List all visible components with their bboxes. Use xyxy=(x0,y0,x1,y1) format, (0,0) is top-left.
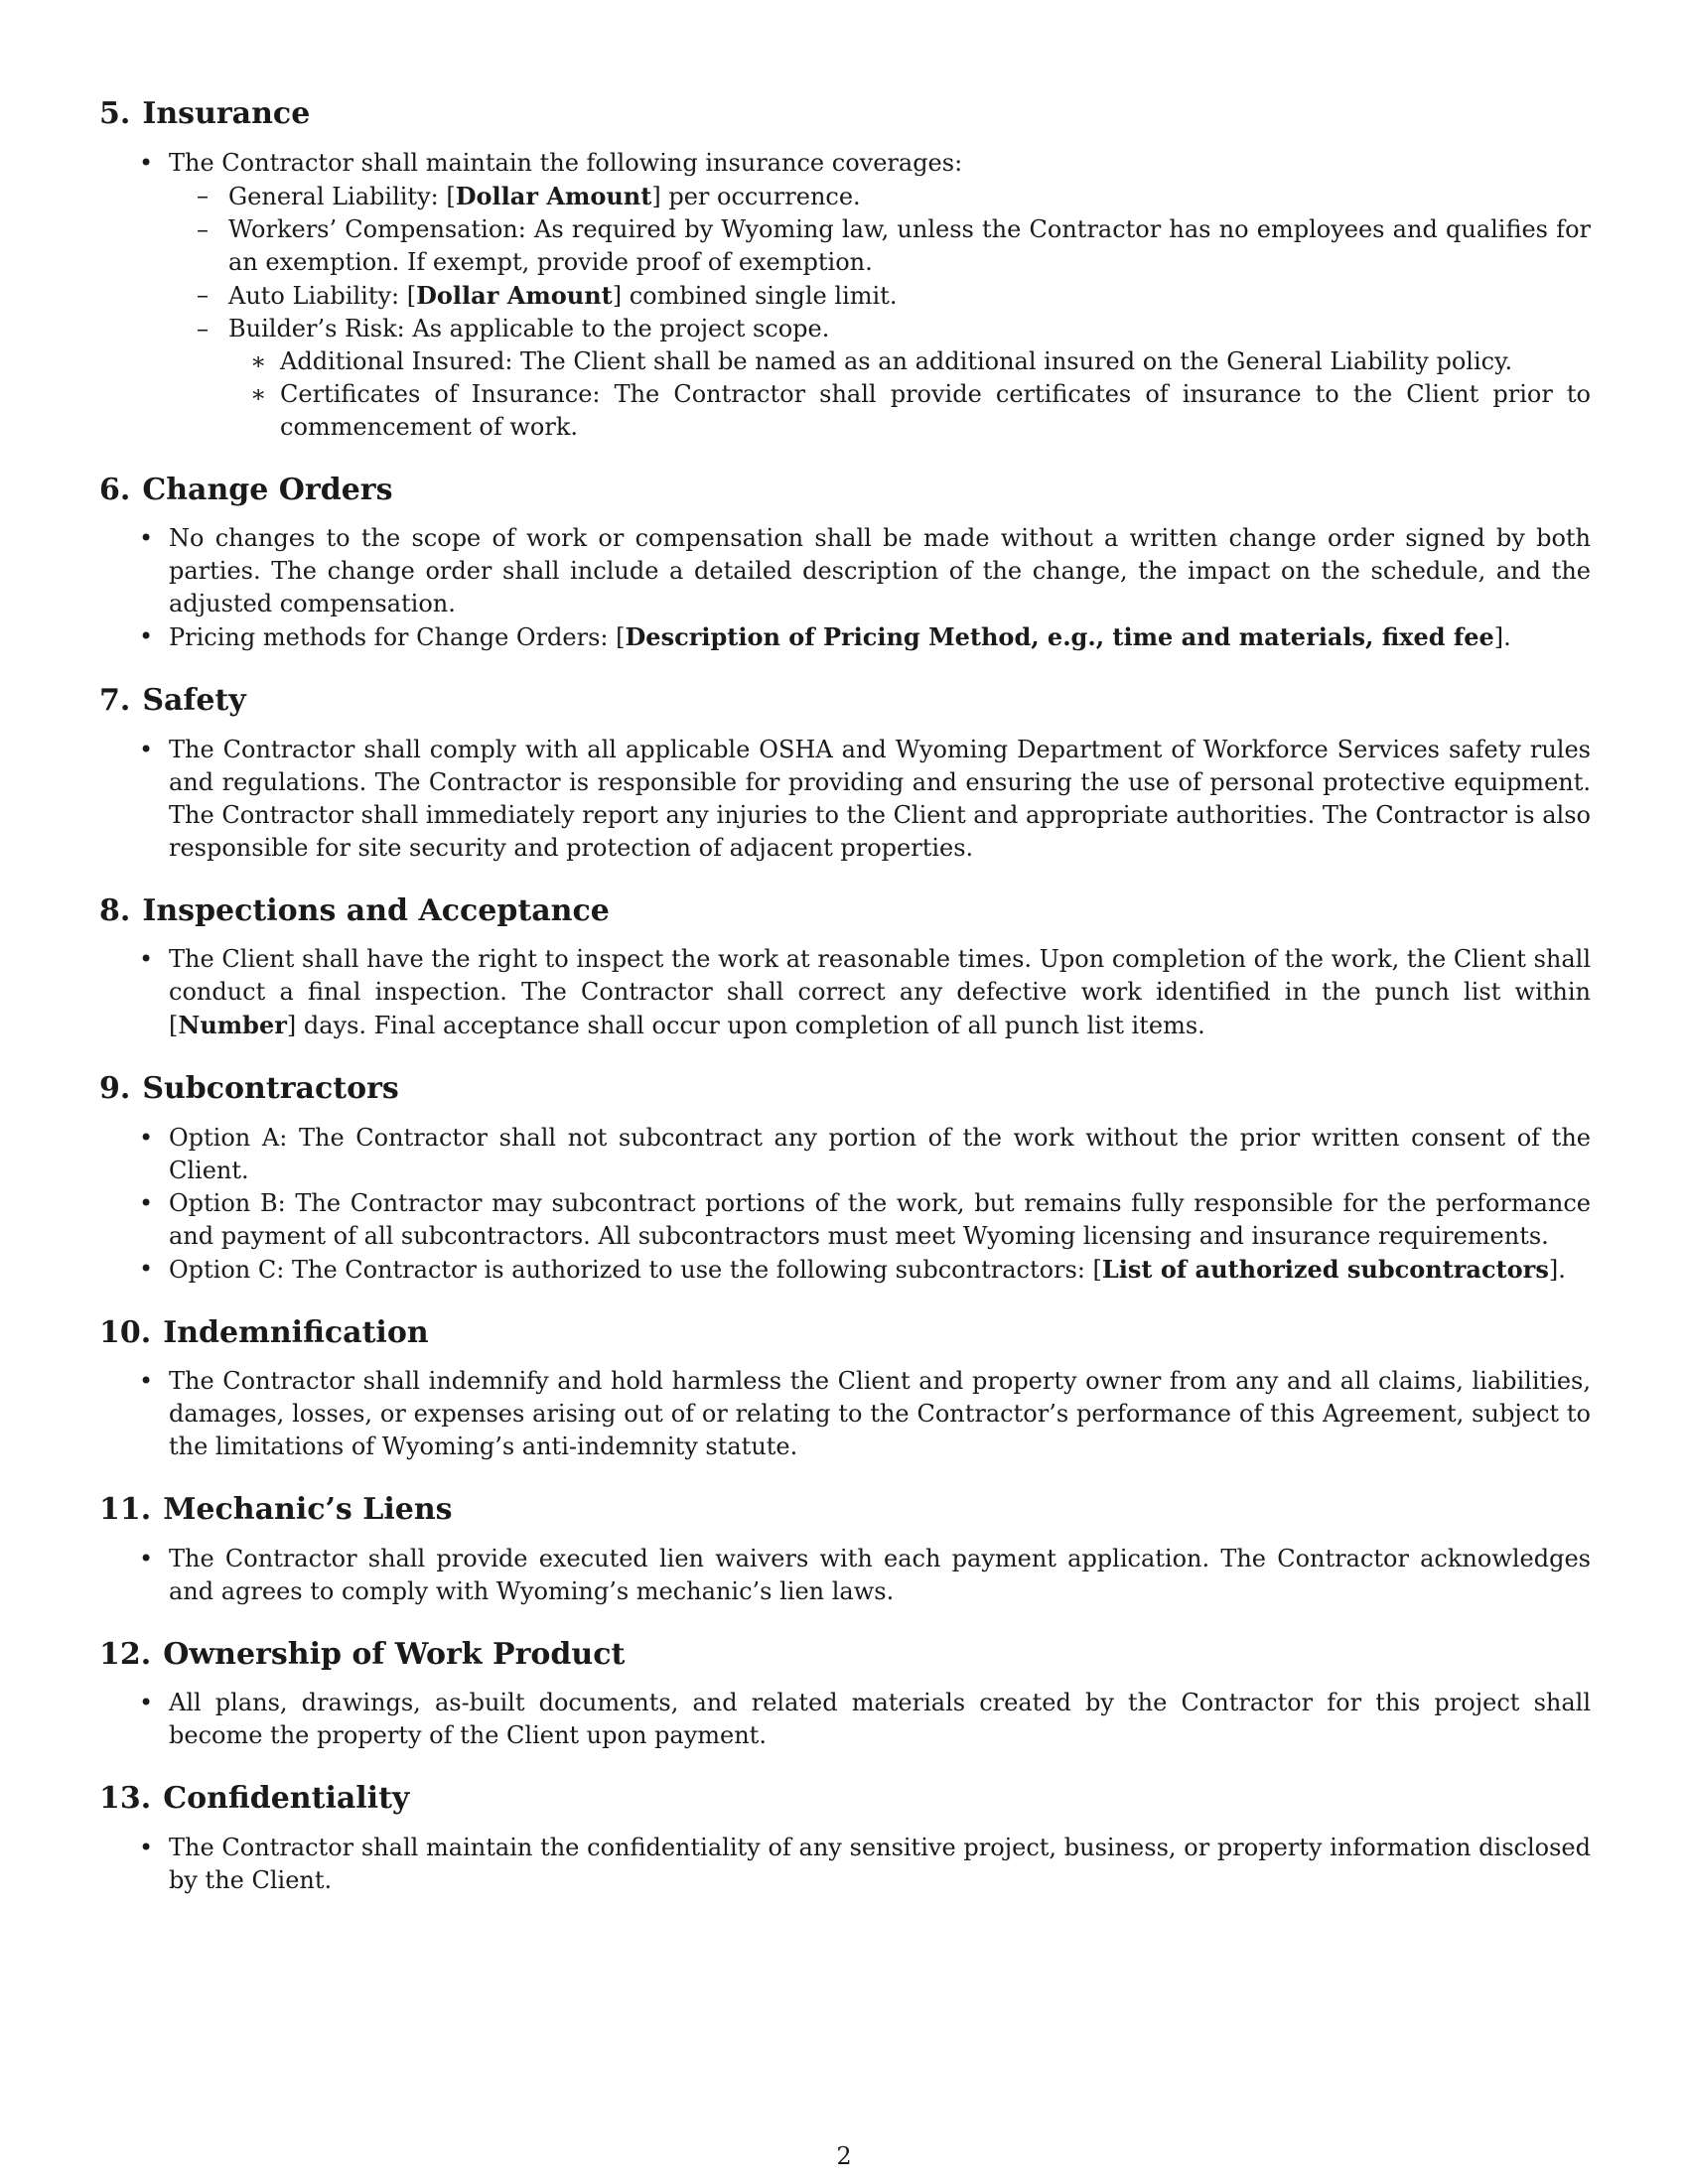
liens-list xyxy=(99,1543,1591,1608)
list-item: • The Contractor shall maintain the following insurance coverages: xyxy=(99,147,1591,180)
list-item: – Builder’s Risk: As applicable to the project scope. xyxy=(99,313,1591,345)
placeholder-field: Number xyxy=(178,1011,287,1039)
bullet-icon: • xyxy=(139,524,154,552)
dash-icon: – xyxy=(197,314,209,342)
section-heading: 10. Indemnification xyxy=(99,1314,429,1350)
section-heading: 9. Subcontractors xyxy=(99,1071,399,1106)
indemnification-list xyxy=(99,1365,1591,1463)
list-item: • Option B: The Contractor may subcontract portions of the work, but remains fully responsible for the performance and payment of all subcontractors. All subcontractors must meet Wyoming licensing and insurance requirements. xyxy=(139,1188,1591,1250)
section-heading: 13. Confidentiality xyxy=(99,1781,410,1816)
list-item: • The Contractor shall maintain the confidentiality of any sensitive project, business, or property information disclosed by the Client. xyxy=(139,1833,1591,1894)
section-safety xyxy=(99,682,1591,865)
dash-icon: – xyxy=(197,181,209,209)
list-item: ∗ Certificates of Insurance: The Contractor shall provide certificates of insurance to the Client prior to commencement of work. xyxy=(250,379,1591,441)
section-heading: 11. Mechanic’s Liens xyxy=(99,1492,453,1527)
bullet-icon: • xyxy=(139,735,154,763)
bullet-icon: • xyxy=(139,1833,154,1861)
placeholder-field: Description of Pricing Method, e.g., time and materials, fixed fee xyxy=(625,622,1494,651)
placeholder-field: List of authorized subcontractors xyxy=(1101,1254,1549,1284)
list-item: • The Client shall have the right to inspect the work at reasonable times. Upon completion of the work, the Client shall conduct a final inspection. The Contractor shall correct any defective work identified in the punch list within [Number] days. Final acceptance shall occur upon completion of all punch list items. xyxy=(139,945,1591,1039)
list-item: ∗ Additional Insured: The Client shall be named as an additional insured on the General Liability policy. xyxy=(99,345,1591,378)
placeholder-field: Dollar Amount xyxy=(416,280,613,310)
bullet-icon: • xyxy=(139,148,154,177)
section-ownership xyxy=(99,1636,1591,1753)
list-item: • All plans, drawings, as-built documents, and related materials created by the Contractor for this project shall become the property of the Client upon payment. xyxy=(139,1689,1591,1749)
list-item: • No changes to the scope of work or compensation shall be made without a written change order signed by both parties. The change order shall include a detailed description of the change, the impact on the schedule, and the adjusted compensation. xyxy=(139,524,1591,617)
safety-list xyxy=(99,734,1591,865)
bullet-icon: • xyxy=(139,1689,154,1716)
bullet-icon: • xyxy=(139,622,154,650)
list-item: • The Contractor shall provide executed lien waivers with each payment application. The Contractor acknowledges and agrees to comply with Wyoming’s mechanic’s lien laws. xyxy=(139,1544,1591,1605)
bullet-icon: • xyxy=(139,1254,154,1283)
section-change-orders xyxy=(99,472,1591,655)
asterisk-icon: ∗ xyxy=(250,379,267,408)
list-item: • Option C: The Contractor is authorized to use the following subcontractors: [List of authorized subcontractors]. xyxy=(139,1254,1566,1284)
inspections-list xyxy=(99,943,1591,1042)
section-indemnification xyxy=(99,1314,1591,1464)
list-item: • Option A: The Contractor shall not subcontract any portion of the work without the prior written consent of the Client. xyxy=(139,1123,1591,1184)
document-body xyxy=(99,95,1591,1925)
list-item: • The Contractor shall comply with all applicable OSHA and Wyoming Department of Workforce Services safety rules and regulations. The Contractor is responsible for providing and ensuring the use of personal protective equipment. The Contractor shall immediately report any injuries to the Client and appropriate authorities. The Contractor is also responsible for site security and protection of adjacent properties. xyxy=(139,735,1591,862)
section-heading: 5. Insurance xyxy=(99,96,311,131)
section-insurance xyxy=(99,95,1591,444)
section-heading: 12. Ownership of Work Product xyxy=(99,1636,626,1672)
change-orders-list xyxy=(99,522,1591,654)
placeholder-field: Dollar Amount xyxy=(455,181,652,210)
ownership-list xyxy=(99,1687,1591,1752)
page-number: 2 xyxy=(836,2142,852,2170)
dash-icon: – xyxy=(197,214,209,243)
section-heading: 7. Safety xyxy=(99,683,246,718)
bullet-icon: • xyxy=(139,945,154,973)
list-item: – Auto Liability: [Dollar Amount] combined single limit. xyxy=(197,280,898,310)
list-item: • Pricing methods for Change Orders: [Description of Pricing Method, e.g., time and materials, fixed fee]. xyxy=(139,622,1511,651)
confidentiality-list xyxy=(99,1832,1591,1897)
bullet-icon: • xyxy=(139,1367,154,1395)
section-heading: 6. Change Orders xyxy=(99,472,393,507)
bullet-icon: • xyxy=(139,1123,154,1152)
insurance-list xyxy=(99,147,1591,444)
section-mechanics-liens xyxy=(99,1491,1591,1608)
section-inspections xyxy=(99,892,1591,1043)
dash-icon: – xyxy=(197,280,209,309)
list-item: – Workers’ Compensation: As required by Wyoming law, unless the Contractor has no employees and qualifies for an exemption. If exempt, provide proof of exemption. xyxy=(197,214,1591,276)
section-subcontractors xyxy=(99,1070,1591,1287)
bullet-icon: • xyxy=(139,1544,154,1572)
bullet-icon: • xyxy=(139,1188,154,1217)
asterisk-icon: ∗ xyxy=(250,346,267,375)
section-confidentiality xyxy=(99,1780,1591,1897)
section-heading: 8. Inspections and Acceptance xyxy=(99,892,610,928)
list-item: • The Contractor shall indemnify and hold harmless the Client and property owner from any and all claims, liabilities, damages, losses, or expenses arising out of or relating to the Contractor’s performance of this Agreement, subject to the limitations of Wyoming’s anti-indemnity statute. xyxy=(139,1367,1591,1460)
list-item: – General Liability: [Dollar Amount] per occurrence. xyxy=(197,181,861,210)
subcontractors-list xyxy=(99,1122,1591,1287)
